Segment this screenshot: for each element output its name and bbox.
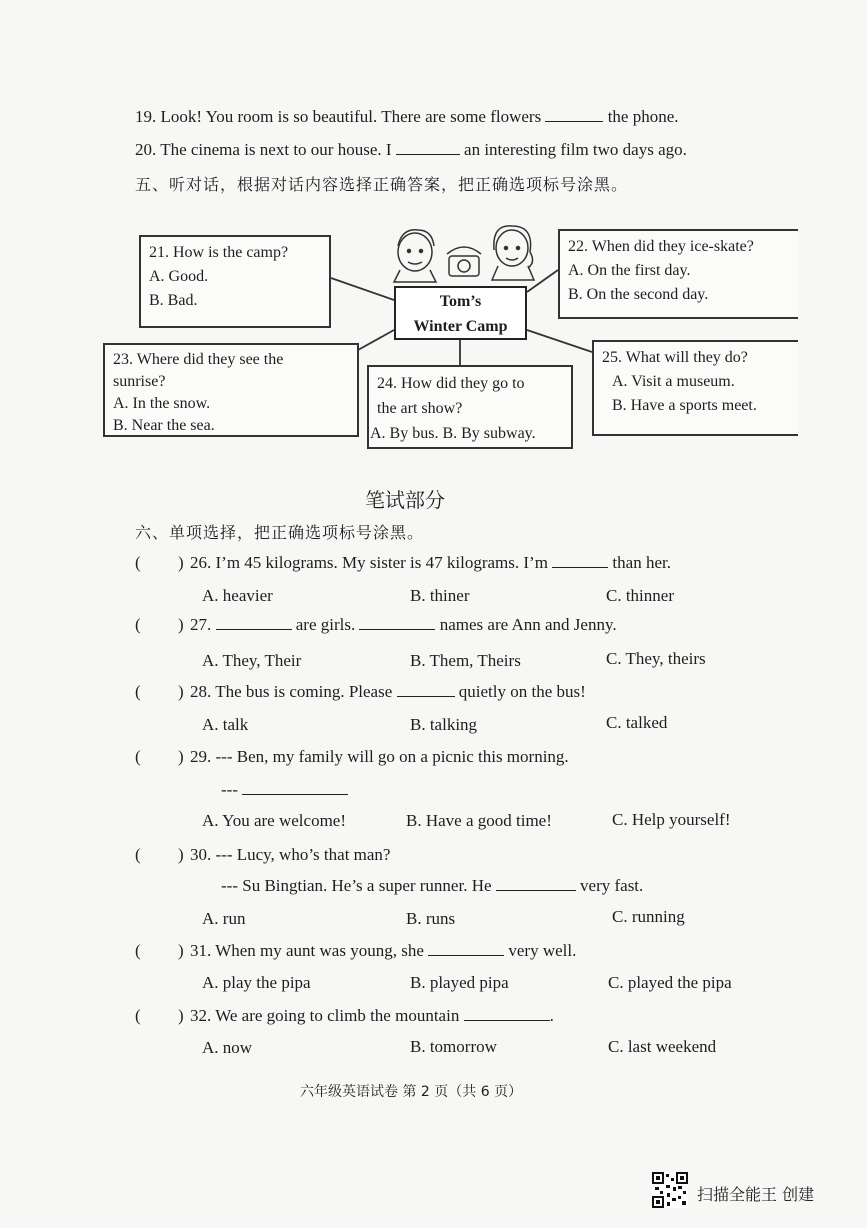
answer-paren-close: ) — [178, 1006, 184, 1025]
answer-blank[interactable] — [359, 615, 435, 630]
answer-blank[interactable] — [464, 1006, 550, 1021]
qr-code-icon — [652, 1172, 688, 1208]
boy-icon — [394, 230, 436, 282]
question-19: 19. Look! You room is so beautiful. There are some flowers the phone. — [135, 107, 679, 126]
option-c[interactable]: C. running — [612, 907, 685, 926]
section-5-title: 五、听对话，根据对话内容选择正确答案，把正确选项标号涂黑。 — [135, 175, 629, 194]
option-c[interactable]: C. thinner — [606, 586, 674, 605]
option-a[interactable]: A. You are welcome! — [202, 811, 346, 830]
option-a[interactable]: A. heavier — [202, 586, 273, 605]
answer-blank[interactable] — [216, 615, 292, 630]
answer-blank[interactable] — [496, 876, 576, 891]
option-b[interactable]: B. Near the sea. — [113, 417, 215, 434]
option-c[interactable]: C. last weekend — [608, 1037, 717, 1056]
option-a[interactable]: A. talk — [202, 715, 249, 734]
option-b[interactable]: B. tomorrow — [410, 1037, 497, 1056]
option-b[interactable]: B. Bad. — [149, 292, 198, 309]
answer-blank[interactable] — [397, 682, 455, 697]
answer-paren-close: ) — [178, 682, 184, 701]
option-c[interactable]: C. They, theirs — [606, 649, 706, 668]
written-section-heading: 笔试部分 — [365, 488, 445, 512]
option-b[interactable]: B. Them, Theirs — [410, 651, 521, 670]
option-a[interactable]: A. Good. — [149, 268, 209, 285]
girl-icon — [492, 226, 534, 280]
option-a[interactable]: A. now — [202, 1038, 253, 1057]
option-a[interactable]: A. In the snow. — [113, 395, 211, 412]
answer-paren-close: ) — [178, 615, 184, 634]
answer-blank[interactable] — [428, 941, 504, 956]
question-31: 31. When my aunt was young, she very well. — [190, 941, 577, 960]
option-a[interactable]: A. run — [202, 909, 246, 928]
answer-paren-close: ) — [178, 747, 184, 766]
answer-paren-close: ) — [178, 553, 184, 572]
option-c[interactable]: C. Help yourself! — [612, 810, 731, 829]
option-c[interactable]: C. talked — [606, 713, 668, 732]
question-29: 29. --- Ben, my family will go on a picnic this morning. — [190, 747, 569, 766]
scanner-watermark: 扫描全能王 创建 — [697, 1185, 815, 1204]
options-ab[interactable]: A. By bus. B. By subway. — [370, 425, 536, 442]
question-20: 20. The cinema is next to our house. I an interesting film two days ago. — [135, 140, 687, 159]
question-32: 32. We are going to climb the mountain . — [190, 1006, 554, 1025]
option-b[interactable]: B. Have a sports meet. — [612, 397, 757, 414]
answer-paren-close: ) — [178, 941, 184, 960]
option-b[interactable]: B. played pipa — [410, 973, 509, 992]
option-b[interactable]: B. On the second day. — [568, 286, 709, 303]
answer-blank[interactable] — [552, 553, 608, 568]
option-c[interactable]: C. played the pipa — [608, 973, 732, 992]
option-b[interactable]: B. Have a good time! — [406, 811, 552, 830]
section-6-title: 六、单项选择，把正确选项标号涂黑。 — [135, 523, 425, 542]
option-b[interactable]: B. thiner — [410, 586, 470, 605]
answer-paren-open: ( — [135, 615, 141, 634]
question-24-box: 24. How did they go to the art show? A. By bus. B. By subway. — [367, 365, 573, 449]
answer-paren-open: ( — [135, 747, 141, 766]
answer-paren-open: ( — [135, 845, 141, 864]
option-b[interactable]: B. runs — [406, 909, 456, 928]
option-b[interactable]: B. talking — [410, 715, 478, 734]
question-25-box: 25. What will they do? A. Visit a museum. B. Have a sports meet. — [592, 340, 798, 436]
question-26: 26. I’m 45 kilograms. My sister is 47 kilograms. I’m than her. — [190, 553, 671, 572]
option-a[interactable]: A. They, Their — [202, 651, 302, 670]
question-30: 30. --- Lucy, who’s that man? — [190, 845, 391, 864]
question-29-reply: --- — [221, 780, 348, 800]
option-a[interactable]: A. play the pipa — [202, 973, 311, 992]
question-28: 28. The bus is coming. Please quietly on the bus! — [190, 682, 586, 701]
question-22-box: 22. When did they ice-skate? A. On the first day. B. On the second day. — [558, 229, 798, 319]
question-23-box: 23. Where did they see the sunrise? A. In the snow. B. Near the sea. — [103, 343, 359, 437]
telephone-icon — [447, 247, 481, 276]
answer-paren-close: ) — [178, 845, 184, 864]
question-30-reply: --- Su Bingtian. He’s a super runner. He very fast. — [221, 876, 644, 895]
option-a[interactable]: A. Visit a museum. — [612, 373, 735, 390]
answer-blank[interactable] — [242, 780, 348, 795]
answer-paren-open: ( — [135, 553, 141, 572]
question-21-box: 21. How is the camp? A. Good. B. Bad. — [139, 235, 331, 328]
question-27: 27. are girls. names are Ann and Jenny. — [190, 615, 617, 634]
option-a[interactable]: A. On the first day. — [568, 262, 691, 279]
answer-paren-open: ( — [135, 1006, 141, 1025]
answer-paren-open: ( — [135, 941, 141, 960]
winter-camp-title: Tom’s Winter Camp — [394, 286, 527, 340]
page-footer: 六年级英语试卷 第 2 页（共 6 页） — [300, 1084, 523, 1100]
answer-paren-open: ( — [135, 682, 141, 701]
